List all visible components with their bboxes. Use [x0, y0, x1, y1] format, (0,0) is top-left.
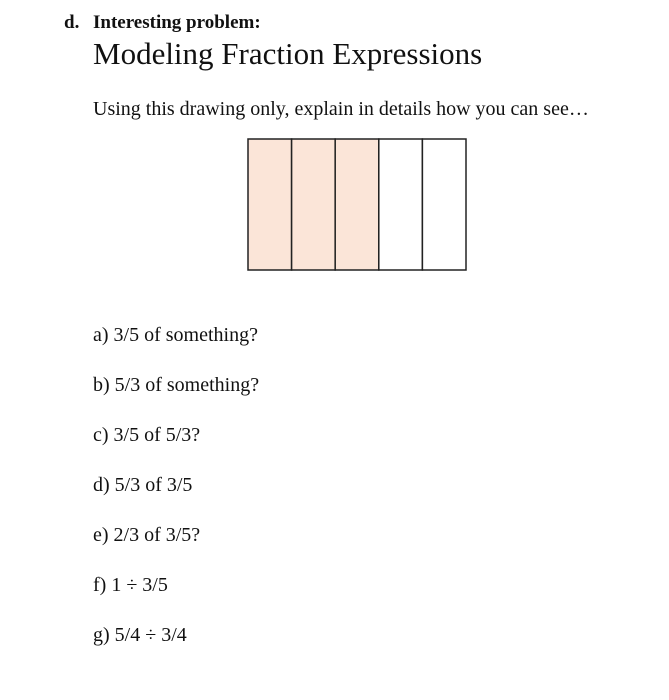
question-b: b) 5/3 of something?: [93, 374, 260, 396]
question-c: c) 3/5 of 5/3?: [93, 424, 201, 446]
shaded-part: [248, 139, 292, 270]
page-title: Modeling Fraction Expressions: [93, 36, 483, 71]
shaded-part: [292, 139, 336, 270]
question-d: d) 5/3 of 3/5: [93, 474, 193, 496]
problem-heading: [64, 12, 261, 34]
question-f: f) 1 ÷ 3/5: [93, 574, 168, 596]
unshaded-part: [379, 139, 423, 270]
problem-marker: d.: [64, 12, 80, 33]
question-list: [93, 322, 259, 672]
unshaded-part: [422, 139, 466, 270]
instruction-text: Using this drawing only, explain in details how you can see…: [93, 98, 589, 120]
question-g: g) 5/4 ÷ 3/4: [93, 624, 187, 646]
shaded-part: [335, 139, 379, 270]
question-e: e) 2/3 of 3/5?: [93, 524, 201, 546]
question-a: a) 3/5 of something?: [93, 324, 258, 346]
problem-heading-text: Interesting problem:: [93, 12, 261, 33]
fraction-bar-model: [247, 138, 467, 271]
